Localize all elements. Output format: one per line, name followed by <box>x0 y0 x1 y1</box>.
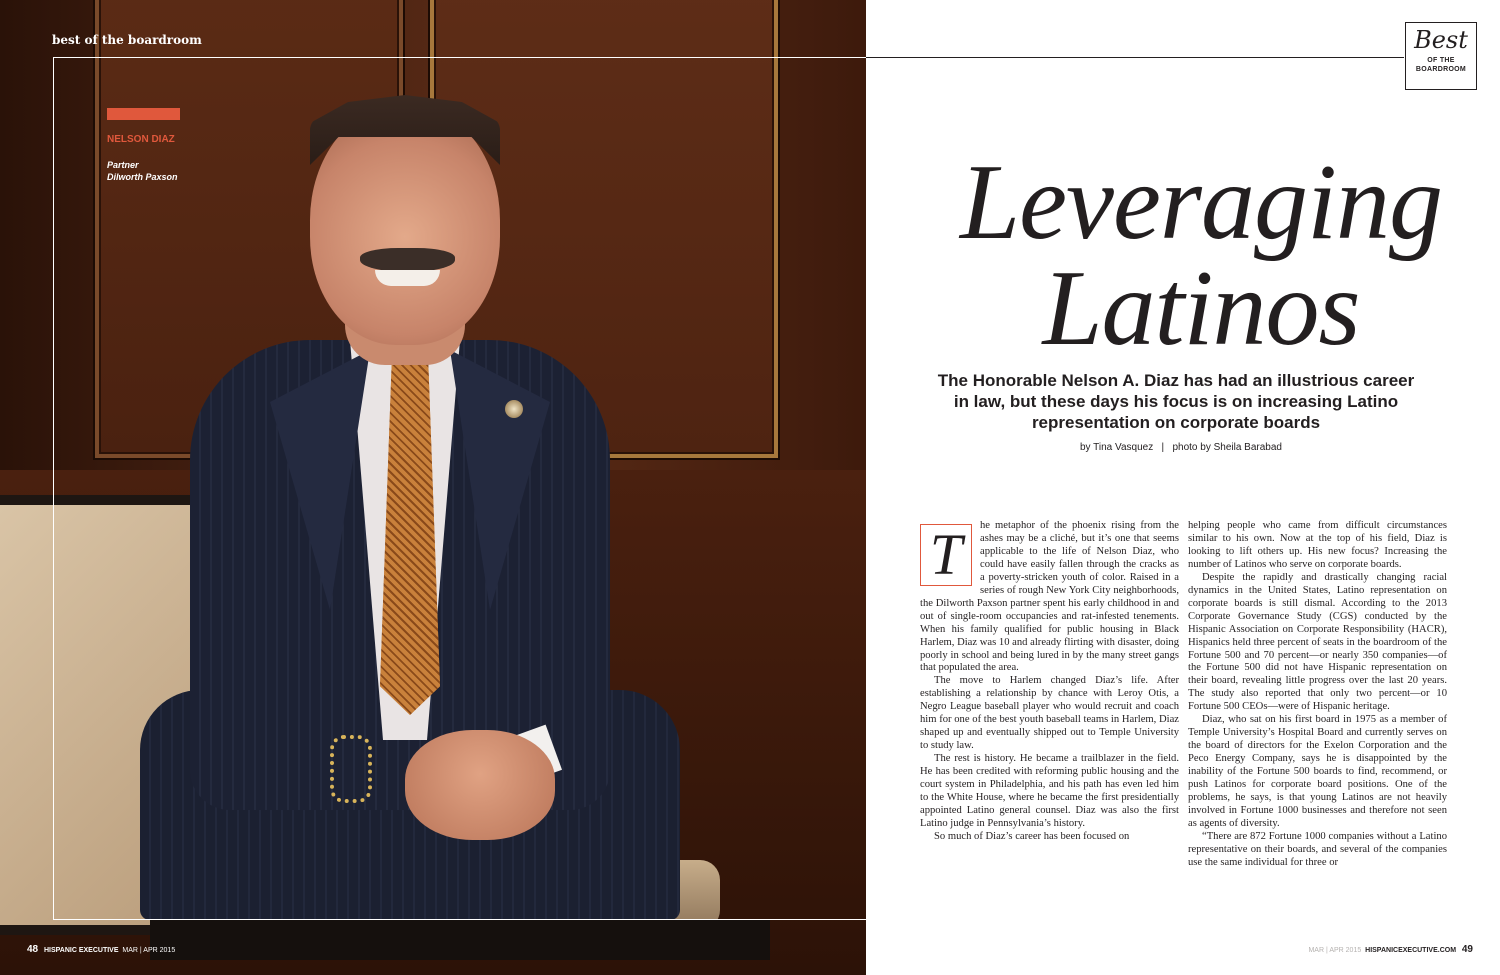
paragraph: So much of Diaz’s career has been focused on <box>934 830 1130 842</box>
body-column-2 <box>1188 520 1447 870</box>
page-frame-rule <box>53 57 866 920</box>
profile-name: NELSON DIAZ <box>107 134 175 145</box>
accent-bar <box>107 108 180 120</box>
page-number: 48 <box>27 944 39 955</box>
best-badge <box>1405 22 1477 90</box>
folio-right <box>1308 944 1473 955</box>
drop-cap: T <box>920 524 972 586</box>
section-label: best of the boardroom <box>52 33 202 47</box>
profile-company: Dilworth Paxson <box>107 172 178 182</box>
article-page <box>866 0 1500 975</box>
headline-line-1: Leveraging <box>960 143 1442 262</box>
website: HISPANICEXECUTIVE.COM <box>1365 947 1457 954</box>
header-rule <box>866 57 1404 58</box>
paragraph: Diaz, who sat on his first board in 1975 as a member of Temple University’s Hospital Board and currently serves on the board of directors for the Exelon Corporation and the Peco Energy Company, says he is disappointed by the inability of the Fortune 500 boards to find, recommend, or push Latinos for corporate board positions. One of the problems, he says, is that young Latinos are not heavily involved in Fortune 1000 businesses and therefore not seen as agents of diversity. <box>1188 714 1447 829</box>
paragraph: Despite the rapidly and drastically changing racial dynamics in the United States, Latino representation on corporate boards is still dismal. According to the 2013 Corporate Governance Study (CGS) conducted by the Hispanic Association on Corporate Responsibility (HACR), Hispanics held three percent of seats in the boardroom of the Fortune 500 and 70 percent—or nearly 350 companies—of the Fortune 500 did not have Hispanic representation on their board, revealing little progress over the last 20 years. The study also reported that only two percent—or 10 Fortune 500 CEOs—were of Hispanic heritage. <box>1188 571 1447 713</box>
publication-name: HISPANIC EXECUTIVE <box>43 947 119 954</box>
deck: The Honorable Nelson A. Diaz has had an illustrious career in law, but these days his focus is on increasing Latino representation on corporate boards <box>937 371 1415 432</box>
headline <box>906 143 1496 368</box>
badge-subtitle: OF THE BOARDROOM <box>1415 57 1467 73</box>
paragraph: helping people who came from difficult circumstances similar to his own. Now at the top of his field, Diaz is looking to lift others up. His new focus? Increasing the number of Latinos who serve on corporate boards. <box>1188 520 1447 570</box>
page-number: 49 <box>1461 944 1473 955</box>
headline-line-2: Latinos <box>1042 249 1360 368</box>
paragraph: “There are 872 Fortune 1000 companies without a Latino representative on their boards, and several of the companies use the same individual for three or <box>1188 830 1447 868</box>
issue-date: MAR | APR 2015 <box>122 947 176 954</box>
paragraph: he metaphor of the phoenix rising from the ashes may be a cliché, but it’s one that seems applicable to the life of Nelson Diaz, who could have easily fallen through the cracks as a poverty-stricken youth of color. Raised in a series of rough New York City neighborhoods, the Dilworth Paxson partner spent his early childhood in and out of single-room occupancies and rat-infested tenements. When his family qualified for public housing in Black Harlem, Diaz was 10 and already flirting with disaster, doing poorly in school and being lured in by the many street gangs that populated the area. <box>920 520 1179 674</box>
badge-word: Best <box>1414 26 1468 54</box>
folio-left <box>27 944 175 955</box>
paragraph: The rest is history. He became a trailblazer in the field. He has been credited with reforming public housing and the court system in Philadelphia, and his path has even led him to the White House, where he became the first presidentially appointed Latino general counsel. Diaz was also the first Latino judge in Pennsylvania’s history. <box>920 753 1179 829</box>
issue-date: MAR | APR 2015 <box>1308 947 1362 954</box>
byline: by Tina Vasquez | photo by Sheila Barabad <box>1080 442 1282 453</box>
profile-title: Partner <box>107 160 139 170</box>
paragraph: The move to Harlem changed Diaz’s life. After establishing a relationship by chance with Leroy Otis, a Negro League baseball player who would recruit and coach him for one of the best youth baseball teams in Harlem, Diaz shaped up and eventually shipped out to Temple University to study law. <box>920 675 1179 752</box>
body-column-1 <box>920 520 1179 844</box>
